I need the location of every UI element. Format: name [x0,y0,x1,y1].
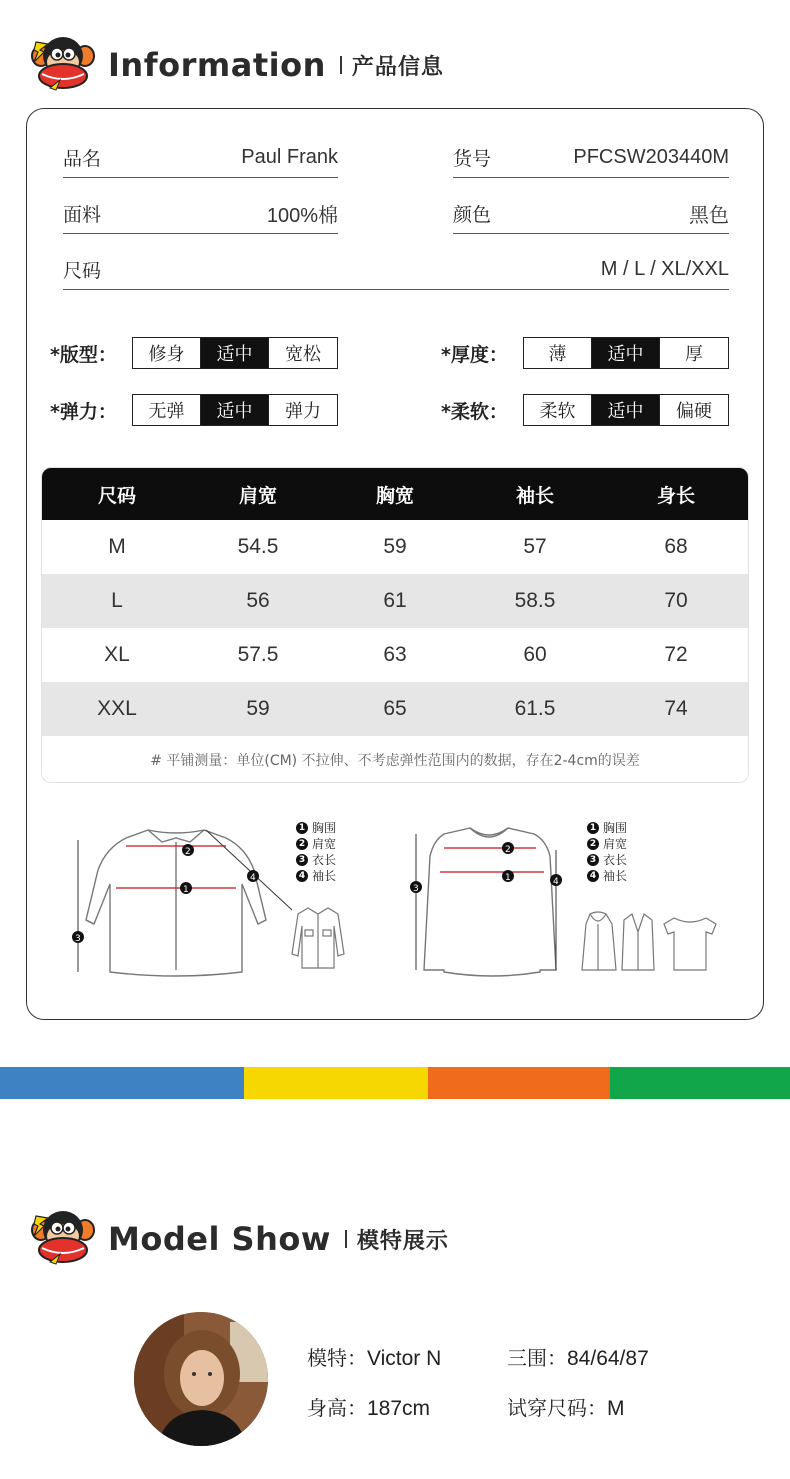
legend-number: 3 [587,854,599,866]
title-divider [340,56,342,74]
svg-text:1: 1 [183,885,189,895]
table-cell: 57.5 [237,643,279,666]
legend-right [587,820,627,884]
stripe-blue [0,1067,244,1099]
attr-elasticity-option: 无弹 [133,395,201,425]
attr-elasticity [50,394,338,426]
monkey-logo-icon [30,1206,96,1272]
title-divider [345,1230,347,1248]
legend-number: 1 [296,822,308,834]
table-cell: 70 [664,589,688,612]
legend-shoulder: 肩宽 [603,837,628,851]
model-name-label: 模特： [307,1346,367,1370]
legend-sleeve: 袖长 [603,869,628,883]
spec-name-row [63,138,338,178]
attr-softness [441,394,729,426]
spec-name-label: 品名 [63,148,102,170]
table-cell: 65 [383,697,407,720]
model-size-value: M [607,1397,625,1420]
legend-number: 4 [296,870,308,882]
attr-thickness-option: 薄 [524,338,592,368]
legend-left [296,820,336,884]
table-cell: XXL [97,697,137,720]
table-cell: L [111,589,123,612]
spec-fabric-value: 100%棉 [266,205,338,227]
legend-length: 衣长 [312,853,337,867]
col-header-chest: 胸宽 [375,484,414,507]
svg-text:3: 3 [75,934,81,944]
table-row [42,574,748,628]
spec-color-row [453,194,729,234]
attr-thickness-option: 厚 [685,344,703,365]
legend-chest: 胸围 [603,821,628,835]
table-cell: 59 [383,535,407,558]
attr-fit-option-selected: 适中 [201,338,269,368]
info-subtitle: 产品信息 [351,54,444,80]
attr-fit [50,337,338,369]
table-cell: 56 [246,589,270,612]
spec-color-value: 黑色 [689,205,729,227]
model-size-label: 试穿尺码： [507,1396,607,1420]
monkey-logo-icon [30,32,96,98]
stripe-green [610,1067,790,1099]
spec-color-label: 颜色 [453,204,492,226]
spec-size-value: M / L / XL/XXL [600,258,729,280]
table-cell: 61.5 [514,697,556,720]
col-header-length: 身长 [656,484,695,507]
legend-number: 2 [587,838,599,850]
table-cell: 74 [664,697,688,720]
table-cell: 54.5 [237,535,279,558]
attr-fit-options [132,337,338,369]
legend-number: 3 [296,854,308,866]
model-measure-label: 三围： [507,1346,567,1370]
info-section-header [30,30,444,100]
attr-fit-option: 修身 [133,338,201,368]
table-cell: 72 [664,643,688,666]
size-table-header [42,468,748,520]
size-table-note: # 平铺测量：单位(CM) 不拉伸、不考虑弹性范围内的数据，存在2-4cm的误差 [150,753,640,769]
shirt-measure-diagram [66,820,296,980]
model-size [507,1392,625,1421]
attr-softness-label: *柔软： [441,400,508,423]
attr-elasticity-options [132,394,338,426]
attr-softness-option-selected: 适中 [592,395,660,425]
attr-softness-options [523,394,729,426]
attr-thickness-options [523,337,729,369]
color-stripe [0,1067,790,1099]
table-row [42,682,748,736]
table-cell: 68 [664,535,688,558]
table-row [42,520,748,574]
model-measurements [507,1342,649,1371]
attr-thickness [441,337,729,369]
model-height [307,1392,430,1421]
stripe-orange [428,1067,610,1099]
spec-fabric-row [63,194,338,234]
table-cell: 58.5 [514,589,556,612]
svg-text:4: 4 [553,877,559,887]
attr-thickness-label: *厚度： [441,343,508,366]
spec-sku-label: 货号 [453,148,492,170]
model-measure-value: 84/64/87 [567,1347,649,1370]
col-header-sleeve: 袖长 [515,484,554,507]
svg-text:3: 3 [413,884,419,894]
table-cell: XL [104,643,130,666]
svg-text:2: 2 [505,845,511,855]
garment-thumbnails-icon [576,910,722,976]
legend-chest: 胸围 [312,821,337,835]
model-name [307,1342,441,1371]
table-cell: M [108,535,126,558]
attr-softness-option: 柔软 [524,395,592,425]
spec-size-label: 尺码 [63,260,102,282]
model-section-header [30,1204,449,1274]
model-avatar [134,1312,268,1446]
jacket-thumbnail-icon [290,904,346,972]
attr-elasticity-label: *弹力： [50,400,117,423]
attr-thickness-option-selected: 适中 [592,338,660,368]
model-title: Model Show [108,1220,331,1258]
table-row [42,628,748,682]
spec-size-row [63,250,729,290]
table-cell: 57 [523,535,547,558]
legend-length: 衣长 [603,853,628,867]
attr-fit-label: *版型： [50,343,117,366]
legend-number: 4 [587,870,599,882]
spec-name-value: Paul Frank [241,146,338,168]
spec-fabric-label: 面料 [63,204,102,226]
model-subtitle: 模特展示 [356,1228,449,1254]
attr-fit-option: 宽松 [285,344,321,365]
table-cell: 59 [246,697,270,720]
spec-sku-row [453,138,729,178]
legend-number: 2 [296,838,308,850]
model-height-value: 187cm [367,1397,431,1420]
info-title: Information [108,46,326,84]
sweater-measure-diagram [404,820,574,980]
stripe-yellow [244,1067,428,1099]
spec-sku-value: PFCSW203440M [573,146,729,168]
model-name-value: Victor N [367,1347,442,1370]
svg-text:4: 4 [250,873,256,883]
attr-elasticity-option-selected: 适中 [201,395,269,425]
attr-softness-option: 偏硬 [676,401,712,422]
svg-text:1: 1 [505,873,511,883]
size-table [41,467,749,783]
col-header-shoulder: 肩宽 [238,484,277,507]
legend-shoulder: 肩宽 [312,837,337,851]
model-height-label: 身高： [307,1396,367,1420]
attr-elasticity-option: 弹力 [285,401,321,422]
table-cell: 63 [383,643,407,666]
table-cell: 61 [383,589,407,612]
table-cell: 60 [523,643,547,666]
legend-sleeve: 袖长 [312,869,337,883]
svg-text:2: 2 [185,847,191,857]
model-portrait-icon [134,1312,268,1446]
legend-number: 1 [587,822,599,834]
col-header-size: 尺码 [97,484,136,507]
